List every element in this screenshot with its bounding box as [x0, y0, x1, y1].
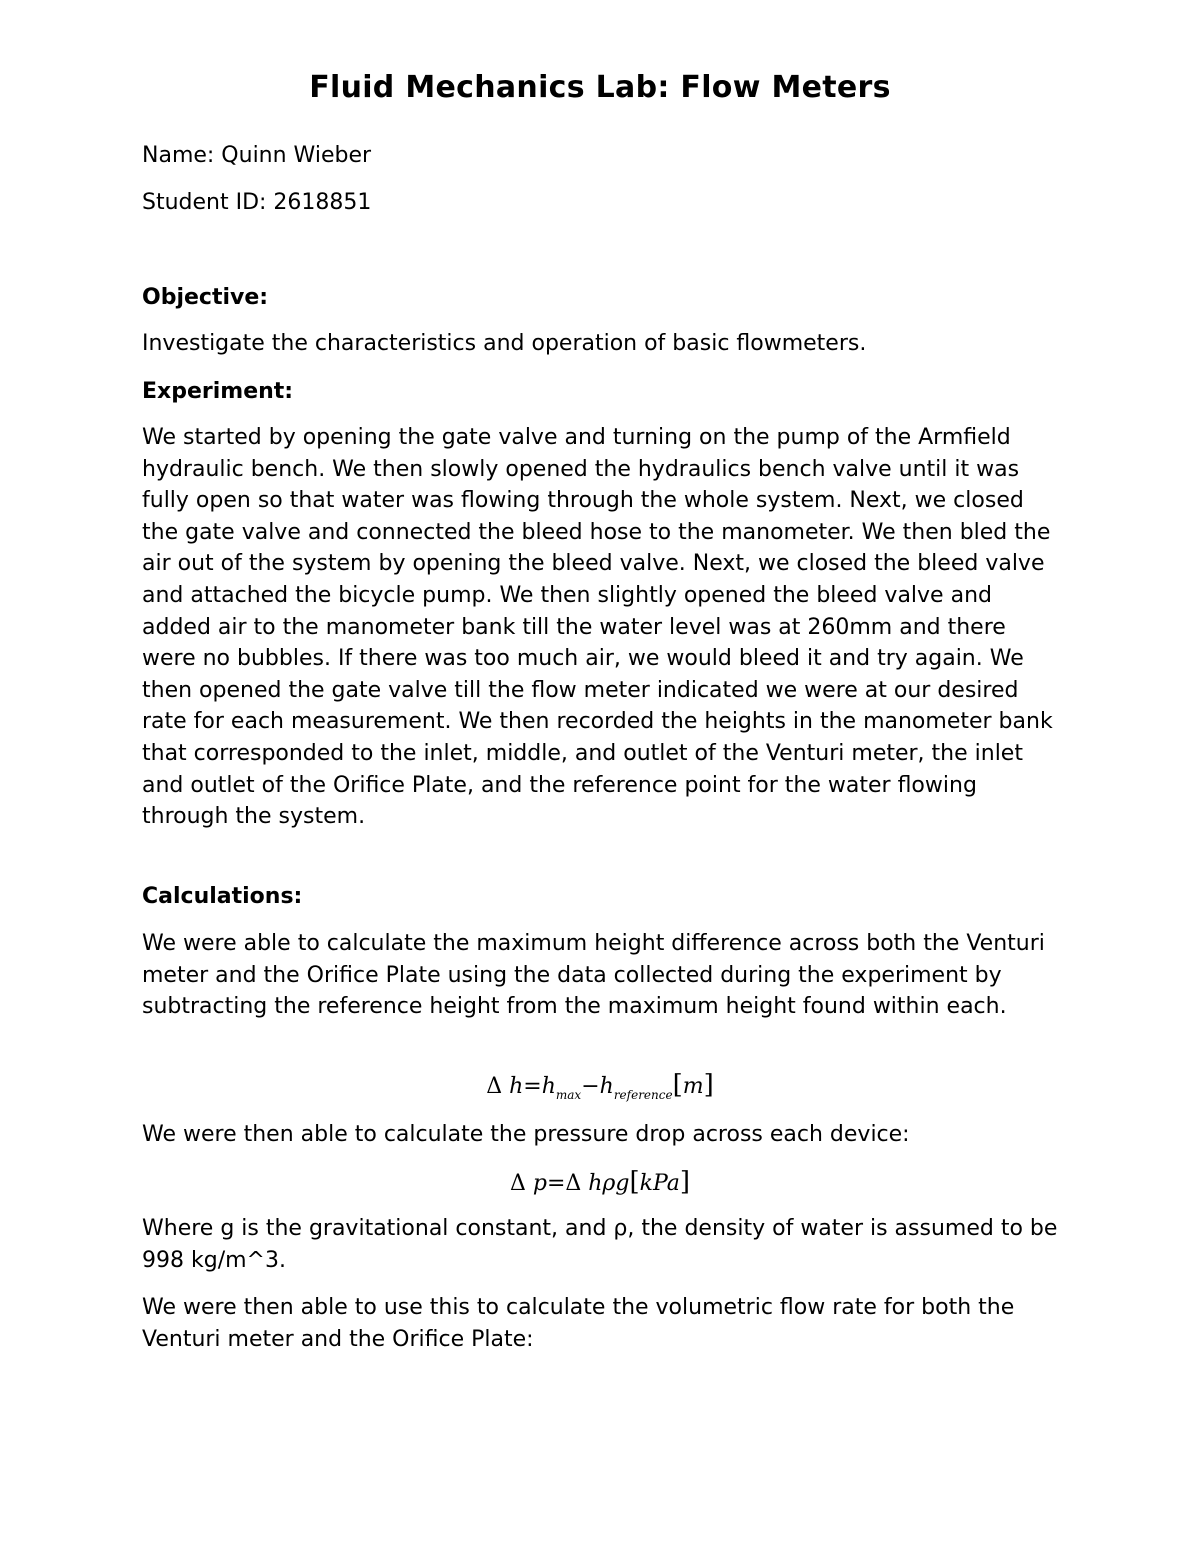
calculations-paragraph-1: We were able to calculate the maximum height difference across both the Venturi meter and the Orifice Plate using the data collected during the experiment by subtracting the reference height from the maximum height found within each.	[142, 931, 1045, 1020]
calculations-paragraph-3: Where g is the gravitational constant, and ρ, the density of water is assumed to be 998 kg/m^3.	[142, 1216, 1058, 1273]
objective-heading: Objective:	[142, 285, 269, 310]
experiment-heading: Experiment:	[142, 379, 294, 404]
objective-text: Investigate the characteristics and operation of basic flowmeters.	[142, 331, 867, 356]
experiment-paragraph: We started by opening the gate valve and turning on the pump of the Armfield hydraulic bench. We then slowly opened the hydraulics bench valve until it was fully open so that water was flowing through the whole system. Next, we closed the gate valve and connected the bleed hose to the manometer. We then bled the air out of the system by opening the bleed valve. Next, we closed the bleed valve and attached the bicycle pump. We then slightly opened the bleed valve and added air to the manometer bank till the water level was at 260mm and there were no bubbles. If there was too much air, we would bleed it and try again. We then opened the gate valve till the flow meter indicated we were at our desired rate for each measurement. We then recorded the heights in the manometer bank that corresponded to the inlet, middle, and outlet of the Venturi meter, the inlet and outlet of the Orifice Plate, and the reference point for the water flowing through the system.	[142, 425, 1053, 830]
calculations-paragraph-2: We were then able to calculate the pressure drop across each device:	[142, 1122, 910, 1147]
document-title: Fluid Mechanics Lab: Flow Meters	[309, 70, 891, 105]
height-difference-equation: Δ $h=h_{max}-h_{reference}[m]$	[486, 1070, 714, 1102]
student-name: Name: Quinn Wieber	[142, 143, 372, 168]
pressure-drop-equation: Δ p=Δ hρg[kPa]	[509, 1167, 691, 1197]
calculations-paragraph-4: We were then able to use this to calculate the volumetric flow rate for both the Venturi meter and the Orifice Plate:	[142, 1295, 1015, 1352]
calculations-heading: Calculations:	[142, 884, 303, 909]
student-id: Student ID: 2618851	[142, 190, 372, 215]
